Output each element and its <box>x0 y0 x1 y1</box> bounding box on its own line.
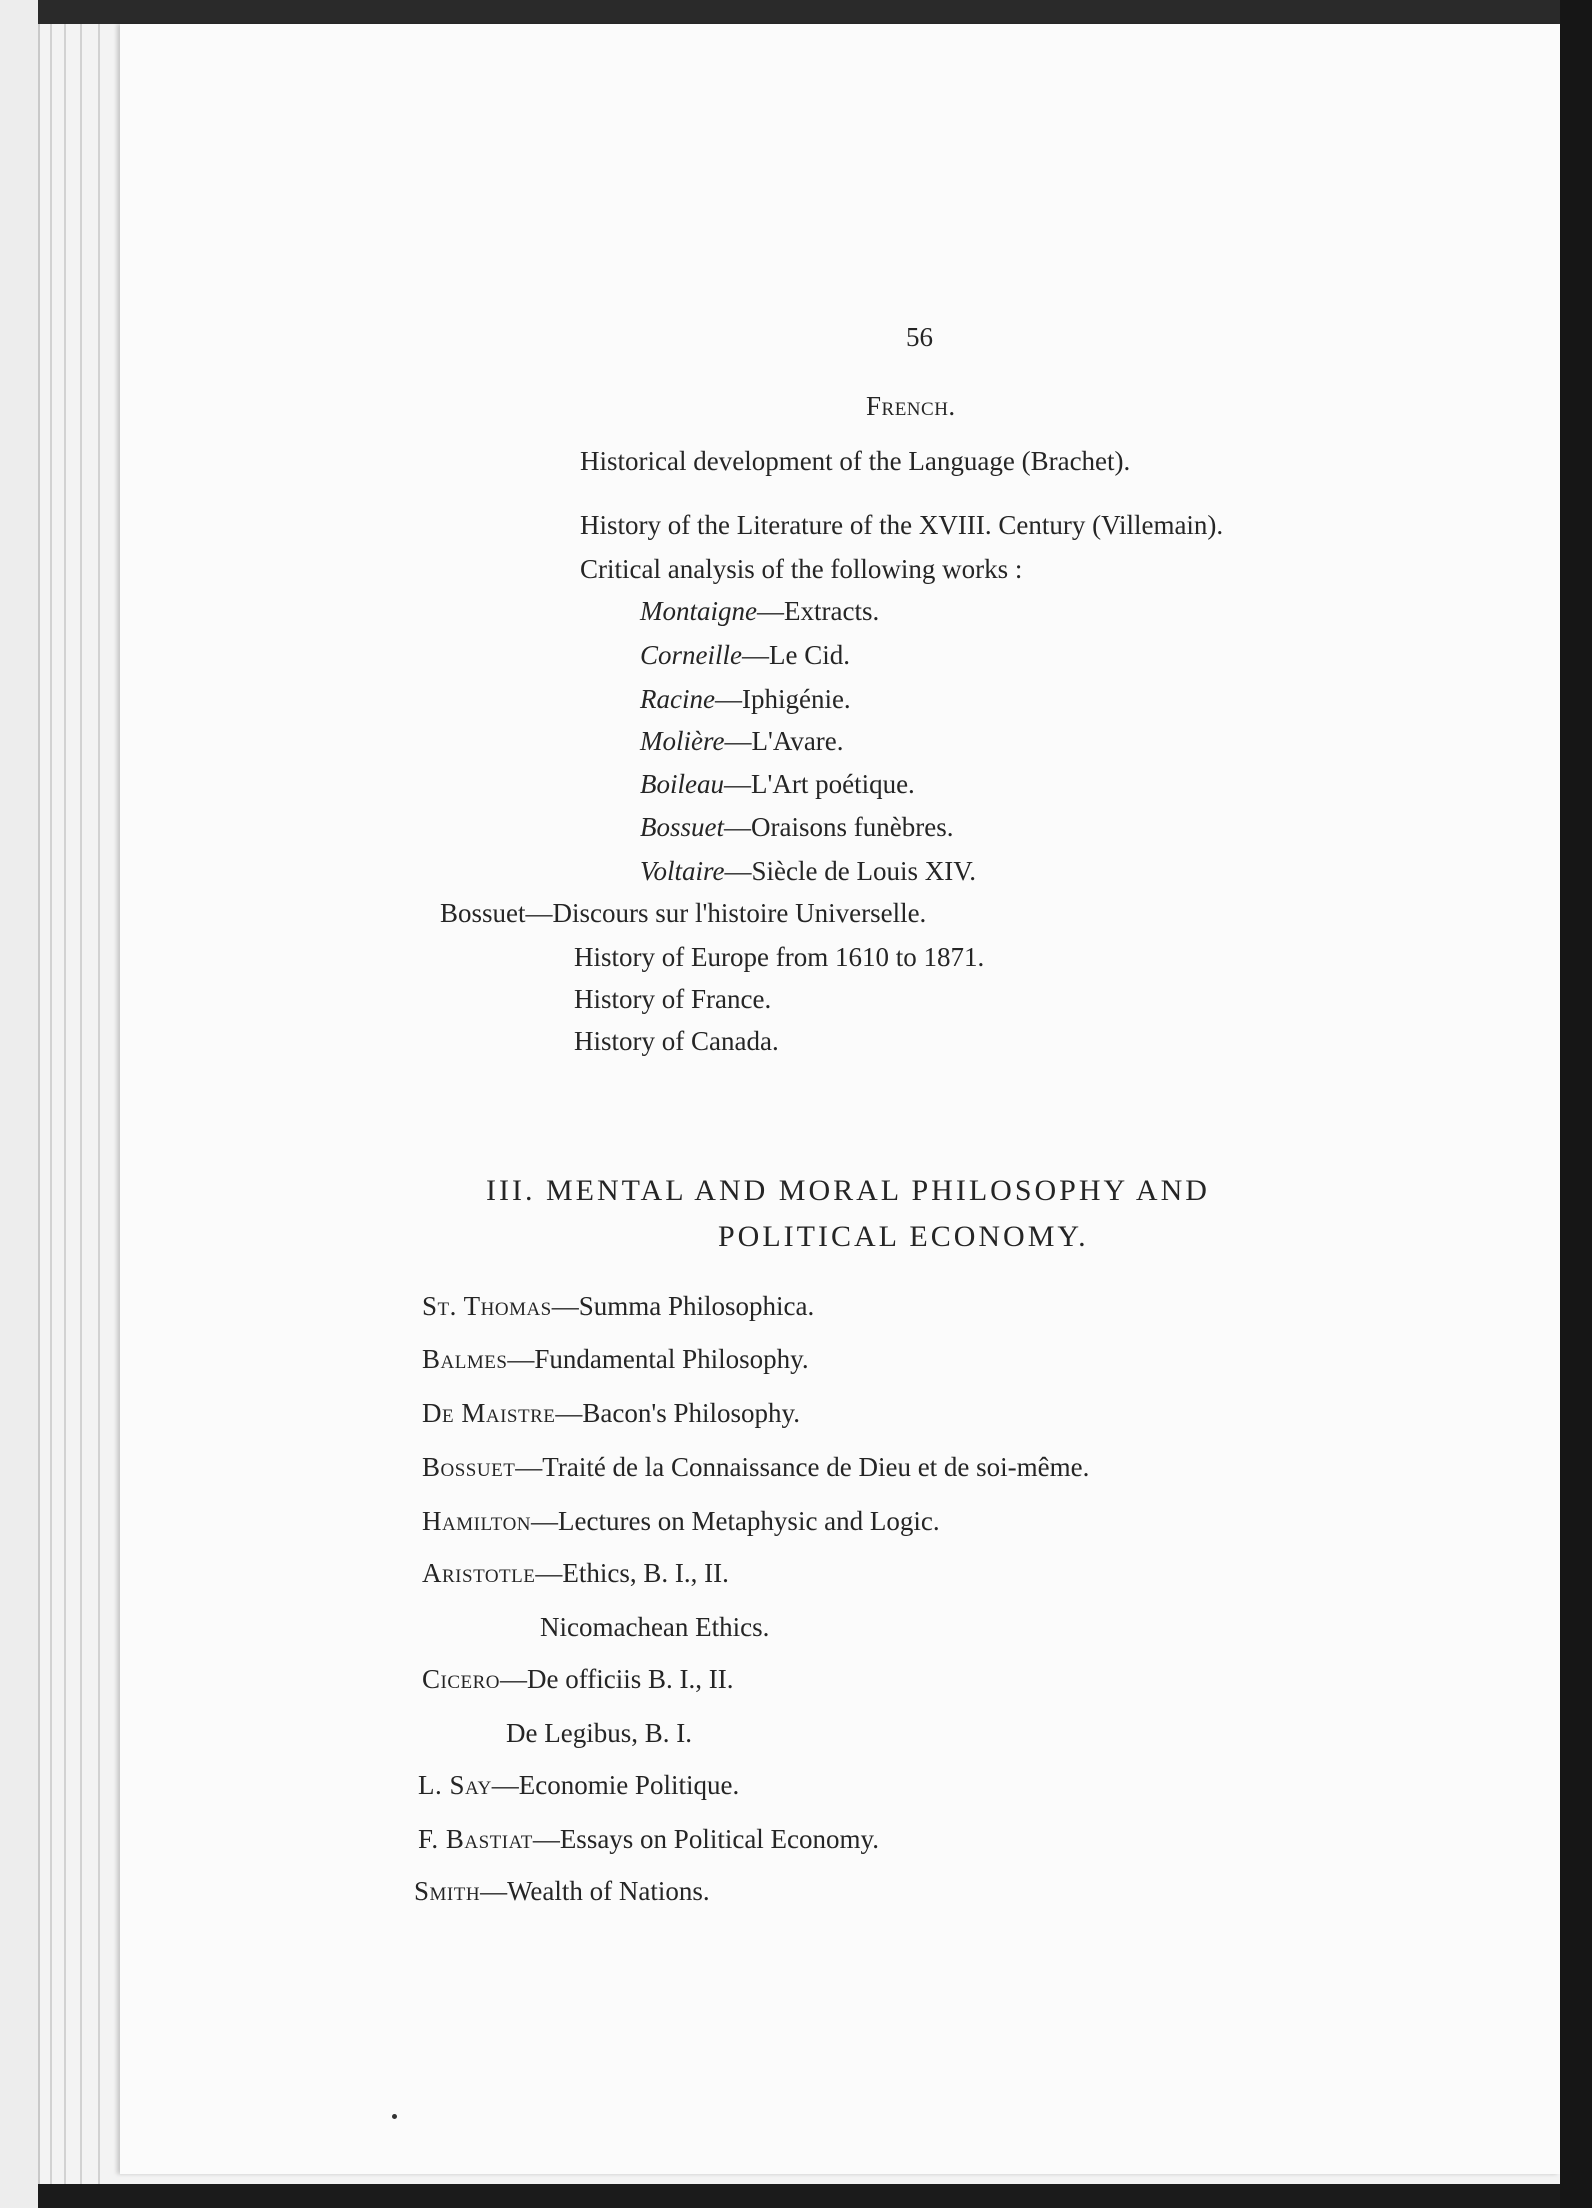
philosophy-entry <box>422 1504 940 1538</box>
page-number: 56 <box>906 322 933 352</box>
philosophy-entry <box>422 1556 729 1590</box>
page-edge-line <box>80 24 82 2184</box>
entry-author: Bossuet <box>422 1452 516 1482</box>
page-edge-line <box>64 24 66 2184</box>
entry-work: —Summa Philosophica. <box>551 1291 815 1321</box>
history-item: History of Canada. <box>574 1026 779 1056</box>
french-work-title: —Iphigénie. <box>714 684 851 714</box>
french-work <box>640 638 850 672</box>
french-work <box>640 810 953 844</box>
philosophy-entry-continuation <box>506 1716 692 1750</box>
philosophy-entry <box>418 1768 739 1802</box>
bossuet-line: Bossuet—Discours sur l'histoire Universelle. <box>440 898 927 928</box>
book-page <box>120 24 1560 2174</box>
french-work <box>640 854 976 888</box>
french-work-author: Montaigne <box>640 596 757 626</box>
entry-work: Nicomachean Ethics. <box>540 1612 770 1642</box>
entry-work: —Lectures on Metaphysic and Logic. <box>531 1506 940 1536</box>
philosophy-entry <box>418 1822 879 1856</box>
entry-work: —Wealth of Nations. <box>480 1876 710 1906</box>
french-work-author: Molière <box>640 726 725 756</box>
entry-author: Balmes <box>422 1344 508 1374</box>
entry-author: Smith <box>414 1876 481 1906</box>
entry-author: De Maistre <box>422 1398 556 1428</box>
french-item: Critical analysis of the following works : <box>580 554 1023 584</box>
french-section-title: French. <box>866 391 956 421</box>
entry-work: —Economie Politique. <box>491 1770 740 1800</box>
philosophy-entry <box>414 1874 710 1908</box>
entry-author: Aristotle <box>422 1558 536 1588</box>
french-work-title: —Siècle de Louis XIV. <box>724 856 976 886</box>
french-work-title: —L'Art poétique. <box>723 769 915 799</box>
page-edge-line <box>98 24 100 2184</box>
french-item: Historical development of the Language (Brachet). <box>580 446 1131 476</box>
entry-author: Hamilton <box>422 1506 532 1536</box>
philosophy-entry <box>422 1342 809 1376</box>
scan-right-border <box>1560 0 1592 2208</box>
philosophy-heading: III. MENTAL AND MORAL PHILOSOPHY AND <box>486 1174 1210 1207</box>
entry-work: —Ethics, B. I., II. <box>535 1558 729 1588</box>
philosophy-entry <box>422 1662 733 1696</box>
philosophy-entry <box>422 1289 814 1323</box>
entry-work: De Legibus, B. I. <box>506 1718 692 1748</box>
entry-work: —Essays on Political Economy. <box>532 1824 880 1854</box>
history-item: History of Europe from 1610 to 1871. <box>574 942 985 972</box>
french-work <box>640 594 879 628</box>
philosophy-entry <box>422 1396 800 1430</box>
philosophy-heading-continued: POLITICAL ECONOMY. <box>718 1220 1089 1253</box>
page-edge-line <box>50 24 52 2184</box>
french-work <box>640 724 844 758</box>
entry-work: —De officiis B. I., II. <box>500 1664 734 1694</box>
french-work <box>640 767 915 801</box>
entry-author: F. Bastiat <box>418 1824 533 1854</box>
french-work-author: Racine <box>640 684 715 714</box>
french-work-author: Voltaire <box>640 856 725 886</box>
french-item: History of the Literature of the XVIII. Century (Villemain). <box>580 510 1224 540</box>
entry-work: —Fundamental Philosophy. <box>507 1344 809 1374</box>
entry-work: —Bacon's Philosophy. <box>555 1398 800 1428</box>
french-work-title: —L'Avare. <box>724 726 844 756</box>
entry-author: L. Say <box>418 1770 492 1800</box>
french-work-author: Bossuet <box>640 812 724 842</box>
philosophy-entry <box>422 1450 1089 1484</box>
philosophy-entry-continuation <box>540 1610 769 1644</box>
entry-work: —Traité de la Connaissance de Dieu et de soi-même. <box>515 1452 1090 1482</box>
french-work-title: —Oraisons funèbres. <box>724 812 954 842</box>
scan-left-margin <box>0 0 38 2208</box>
french-work <box>640 682 851 716</box>
entry-author: Cicero <box>422 1664 501 1694</box>
french-work-author: Boileau <box>640 769 724 799</box>
entry-author: St. Thomas <box>422 1291 552 1321</box>
history-item: History of France. <box>574 984 772 1014</box>
french-work-title: —Extracts. <box>756 596 880 626</box>
ink-speck <box>392 2114 397 2119</box>
french-work-author: Corneille <box>640 640 742 670</box>
french-work-title: —Le Cid. <box>742 640 850 670</box>
